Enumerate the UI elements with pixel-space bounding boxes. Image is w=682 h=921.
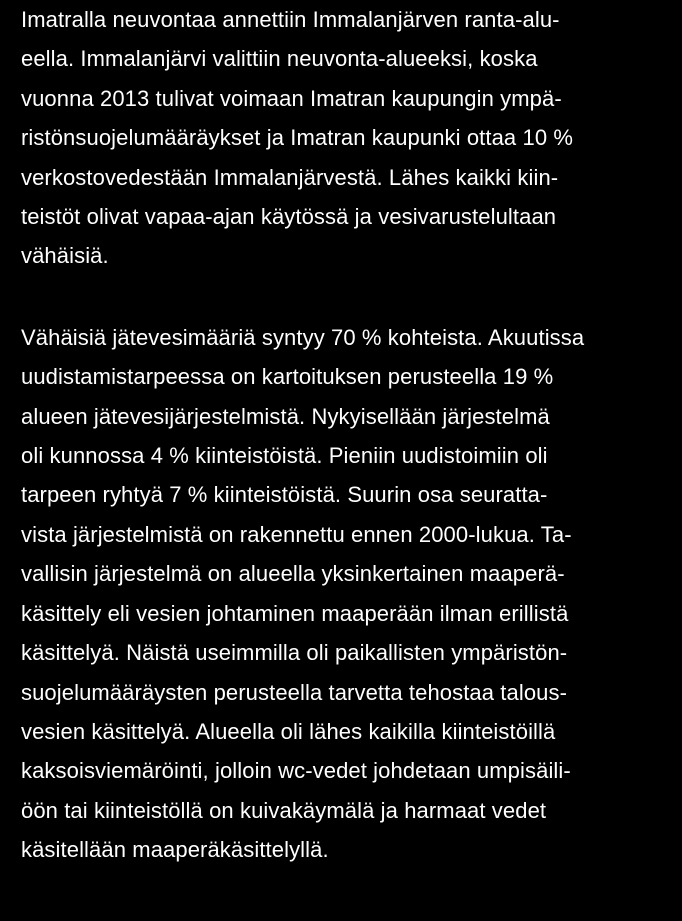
text-line: ristönsuojelumääräykset ja Imatran kaupunki ottaa 10 % [21,125,574,151]
text-line: vista järjestelmistä on rakennettu ennen 2000-lukua. Ta- [21,521,572,547]
text-line: eella. Immalanjärvi valittiin neuvonta-alueeksi, koska [21,46,538,72]
text-line: vallisin järjestelmä on alueella yksinkertainen maaperä- [21,561,565,587]
text-line: käsittelyä. Näistä useimmilla oli paikallisten ympäristön- [21,640,568,666]
document-body [21,0,671,870]
text-line: vähäisiä. [21,243,109,269]
text-line: Vähäisiä jätevesimääriä syntyy 70 % kohteista. Akuutissa [21,324,585,350]
text-line: tarpeen ryhtyä 7 % kiinteistöistä. Suurin osa seuratta- [21,482,548,508]
text-line: suojelumääräysten perusteella tarvetta tehostaa talous- [21,679,568,705]
text-line: oli kunnossa 4 % kiinteistöistä. Pieniin uudistoimiin oli [21,443,548,469]
text-line: vuonna 2013 tulivat voimaan Imatran kaupungin ympä- [21,85,562,111]
text-line: alueen jätevesijärjestelmistä. Nykyisellään järjestelmä [21,403,550,429]
paragraph-wastewater-findings [21,318,671,870]
text-line: verkostovedestään Immalanjärvestä. Lähes kaikki kiin- [21,164,559,190]
text-line: kaksoisviemäröinti, jolloin wc-vedet johdetaan umpisäili- [21,758,571,784]
text-line: Imatralla neuvontaa annettiin Immalanjärven ranta-alu- [21,7,560,32]
text-line: käsitellään maaperäkäsittelyllä. [21,837,329,863]
text-line: vesien käsittelyä. Alueella oli lähes kaikilla kiinteistöillä [21,718,556,744]
text-line: uudistamistarpeessa on kartoituksen perusteella 19 % [21,364,554,390]
text-line: öön tai kiinteistöllä on kuivakäymälä ja harmaat vedet [21,797,547,823]
text-line: teistöt olivat vapaa-ajan käytössä ja vesivarustelultaan [21,204,557,230]
text-line: käsittely eli vesien johtaminen maaperään ilman erillistä [21,600,569,626]
paragraph-immalanjarvi-intro [21,0,671,276]
